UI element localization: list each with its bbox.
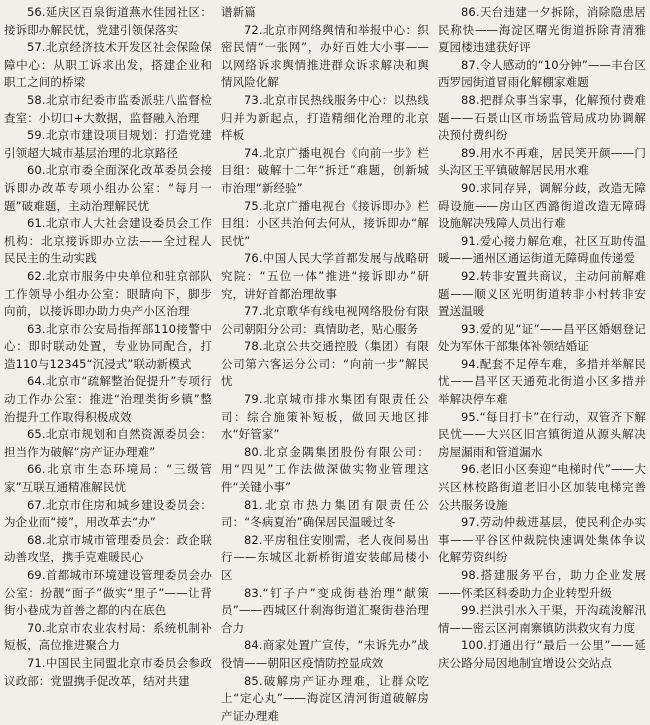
list-entry: 73.北京市民热线服务中心：以热线归并为新起点，打造精细化治理的北京样板 <box>221 92 429 143</box>
list-entry: 96.老旧小区奏迎“电梯时代”——大兴区林校路街道老旧小区加装电梯完善公共服务设施 <box>438 462 646 512</box>
list-entry: 99.拦洪引水入干渠，开沟疏浚解汛情——密云区河南寨镇防洪救灾有力度 <box>438 603 646 635</box>
list-entry: 98.搭建服务平台，助力企业发展——怀柔区科委助力企业转型升级 <box>438 568 646 600</box>
list-entry: 60.北京市委全面深化改革委员会接诉即办改革专项小组办公室：“每月一题”破难题，主动治理解民忧 <box>4 163 212 213</box>
list-entry: 63.北京市公安局指挥部110接警中心：即时联动处置，专业协同配合，打造110与12345“沉浸式”联动新模式 <box>4 321 212 371</box>
list-entry: 67.北京市住房和城乡建设委员会：为企业而“接”，用改革去“办” <box>4 497 212 530</box>
list-entry: 68.北京市城市管理委员会：政企联动善攻坚，携手克难暖民心 <box>4 532 212 565</box>
list-entry: 74.北京广播电视台《向前一步》栏目组：破解十二年“拆迁”难题，创新城市治理“新经验” <box>221 145 429 195</box>
list-entry: 81.北京市热力集团有限责任公司：“冬病夏治”确保居民温暖过冬 <box>221 497 429 530</box>
list-entry: 56.延庆区百泉街道燕水佳园社区：接诉即办解民忧，党建引领保落实 <box>4 5 212 37</box>
list-entry: 72.北京市网络舆情和举报中心：织密民情“一张网”，办好百姓大小事——以网络诉求舆情推进群众诉求解决和舆情风险化解 <box>221 22 429 90</box>
list-entry: 69.首都城市环境建设管理委员会办公室：扮靓“面子”做实“里子”——让背街小巷成为首善之都的内在底色 <box>4 568 212 618</box>
list-entry: 85.破解房产证办理难，让群众吃上“定心丸”——海淀区清河街道破解房产证办理难 <box>221 673 429 723</box>
list-entry: 64.北京市“疏解整治促提升”专项行动工作办公室：推进“治理类街乡镇”整治提升工作取得积极成效 <box>4 374 212 424</box>
list-entry: 90.求同存异，调解分歧，改造无障碍设施——房山区西潞街道改造无障碍设施解决残障人员出行难 <box>438 180 646 231</box>
list-entry: 75.北京广播电视台《接诉即办》栏目组：小区共治何去何从，接诉即办“解民忧” <box>221 198 429 248</box>
list-entry: 82.平房租住安刚需，老人夜间易出行——东城区北新桥街道安装邮局楼小区 <box>221 532 429 582</box>
list-entry: 88.把群众事当家事，化解预付费难题——石景山区市场监管局成功协调解决预付费纠纷 <box>438 92 646 143</box>
list-entry: 92.转非安置共商议，主动问前解难题——顺义区光明街道转非小村转非安置送温暖 <box>438 268 646 319</box>
list-entry: 58.北京市纪委市监委派驻八监督检查室：小切口+大数据，监督融入治理 <box>4 92 212 125</box>
list-entry: 89.用水不再难，居民笑开颜——门头沟区王平镇破解居民用水难 <box>438 145 646 178</box>
list-entry: 谱新篇 <box>221 5 256 19</box>
list-entry: 71.中国民主同盟北京市委员会参政议政部：党盟携手促改革，结对共建 <box>4 655 212 688</box>
list-entry: 93.爱的见“证”——昌平区婚姻登记处为军休干部集体补领结婚证 <box>438 321 646 354</box>
list-entry: 83.“钉子户”变成街巷治理“献策员”——西城区什刹海街道汇聚街巷治理合力 <box>221 585 429 635</box>
list-entry: 70.北京市农业农村局：系统机制补短板，高位推进聚合力 <box>4 620 212 653</box>
list-entry: 80.北京金隅集团股份有限公司：用“四见”工作法做深做实物业管理这件“关键小事” <box>221 444 429 495</box>
column-left <box>4 4 212 688</box>
list-entry: 84.商家处置广宣传，“未诉先办”战役情——朝阳区疫情防控显成效 <box>221 638 429 670</box>
list-entry: 78.北京公共交通控股（集团）有限公司第六客运分公司：“向前一步”解民忧 <box>221 339 429 389</box>
list-entry: 77.北京歌华有线电视网络股份有限公司朝阳分公司：真情助老，贴心服务 <box>221 304 429 336</box>
list-entry: 66.北京市生态环境局：“三级管家”互联互通精准解民忧 <box>4 462 212 495</box>
list-entry: 95.“每日打卡”在行动，双管齐下解民忧——大兴区旧宫镇街道从源头解决房屋漏雨和管道漏水 <box>438 409 646 459</box>
list-entry: 62.北京市服务中央单位和驻京部队工作领导小组办公室：眼睛向下，脚步向前，以接诉即办助力央产小区治理 <box>4 268 212 319</box>
column-middle <box>221 4 429 723</box>
text-columns <box>4 4 646 723</box>
list-entry: 87.令人感动的“10分钟”——丰台区西罗园街道冒雨化解棚家难题 <box>438 57 646 90</box>
list-entry: 91.爱心接力解危难，社区互助传温暖——通州区通运街道无障碍血传递爱 <box>438 233 646 266</box>
list-entry: 94.配套不足停车难，多措并举解民忧——昌平区天通苑北街道小区多措并举解决停车难 <box>438 356 646 407</box>
column-right <box>438 4 646 670</box>
list-entry: 97.劳动仲裁进基层，使民利企办实事——平谷区仲裁院快速调处集体争议化解劳资纠纷 <box>438 515 646 565</box>
list-entry: 57.北京经济技术开发区社会保险保障中心：从职工诉求出发，搭建企业和职工之间的桥梁 <box>4 40 212 90</box>
list-entry: 79.北京城市排水集团有限责任公司：综合施策补短板，做回天地区排水“好管家” <box>221 392 429 442</box>
list-entry: 76.中国人民大学首都发展与战略研究院：“五位一体”推进“接诉即办”研究，讲好首都治理故事 <box>221 251 429 301</box>
list-entry: 86.天台违建一夕拆除，消除隐患居民称快——海淀区曙光街道拆除青清雅夏园楼违建获好评 <box>438 5 646 55</box>
list-entry: 65.北京市规划和自然资源委员会：担当作为破解“房产证办理难” <box>4 427 212 459</box>
list-entry: 59.北京市建设项目规划：打造党建引领超大城市基层治理的北京路径 <box>4 128 212 160</box>
list-entry: 100.打通出行“最后一公里”——延庆公路分局因地制宜增设公交站点 <box>438 638 646 670</box>
list-entry: 61.北京市人大社会建设委员会工作机构：北京接诉即办立法——全过程人民民主的生动实践 <box>4 216 212 266</box>
